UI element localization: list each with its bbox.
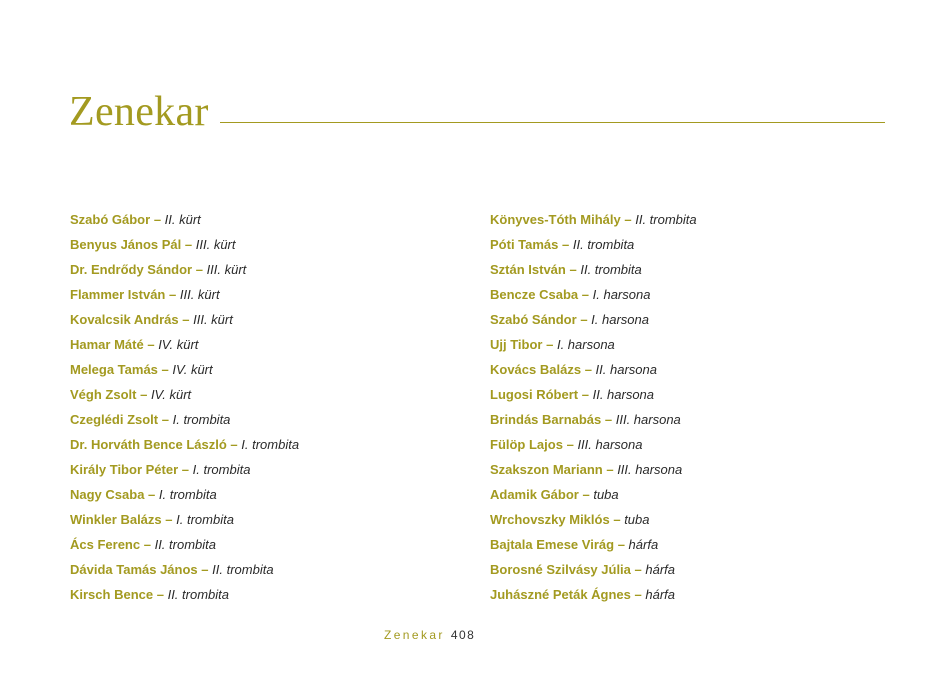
- roster-entry: [490, 557, 697, 582]
- separator-dash: –: [230, 437, 238, 452]
- musician-name: Dr. Horváth Bence László: [70, 437, 227, 452]
- musician-name: Winkler Balázs: [70, 512, 162, 527]
- roster-entry: [490, 257, 697, 282]
- musician-name: Könyves-Tóth Mihály: [490, 212, 621, 227]
- separator-dash: –: [566, 437, 574, 452]
- roster-entry: [70, 482, 299, 507]
- musician-name: Szabó Gábor: [70, 212, 151, 227]
- musician-name: Végh Zsolt: [70, 387, 137, 402]
- page-number: 408: [450, 628, 476, 642]
- separator-dash: –: [546, 337, 554, 352]
- title-rule: [220, 122, 885, 123]
- separator-dash: –: [613, 512, 621, 527]
- musician-name: Wrchovszky Miklós: [490, 512, 610, 527]
- separator-dash: –: [156, 587, 164, 602]
- musician-name: Juhászné Peták Ágnes: [490, 587, 631, 602]
- separator-dash: –: [582, 487, 590, 502]
- musician-name: Póti Tamás: [490, 237, 559, 252]
- musician-name: Lugosi Róbert: [490, 387, 579, 402]
- page-footer: [384, 626, 475, 644]
- musician-name: Kirsch Bence: [70, 587, 154, 602]
- instrument-role: I. trombita: [158, 487, 217, 502]
- separator-dash: –: [140, 387, 148, 402]
- separator-dash: –: [184, 237, 193, 252]
- instrument-role: I. harsona: [592, 287, 651, 302]
- instrument-role: I. trombita: [172, 412, 231, 427]
- roster-entry: [490, 382, 697, 407]
- left-roster-column: [70, 207, 299, 607]
- instrument-role: II. trombita: [572, 237, 635, 252]
- instrument-role: IV. kürt: [150, 387, 192, 402]
- roster-entry: [490, 232, 697, 257]
- separator-dash: –: [153, 212, 162, 227]
- musician-name: Melega Tamás: [70, 362, 158, 377]
- roster-entry: [490, 332, 697, 357]
- musician-name: Dávida Tamás János: [70, 562, 198, 577]
- separator-dash: –: [581, 287, 590, 302]
- roster-entry: [70, 507, 299, 532]
- instrument-role: II. trombita: [580, 262, 642, 277]
- musician-name: Fülöp Lajos: [490, 437, 563, 452]
- musician-name: Király Tibor Péter: [70, 462, 179, 477]
- separator-dash: –: [606, 462, 614, 477]
- roster-entry: [490, 357, 697, 382]
- separator-dash: –: [201, 562, 209, 577]
- instrument-role: I. trombita: [176, 512, 234, 527]
- instrument-role: I. harsona: [591, 312, 649, 327]
- separator-dash: –: [147, 337, 155, 352]
- musician-name: Szakszon Mariann: [490, 462, 603, 477]
- musician-name: Adamik Gábor: [490, 487, 579, 502]
- instrument-role: I. trombita: [192, 462, 251, 477]
- footer-section-label: Zenekar: [384, 628, 445, 642]
- instrument-role: hárfa: [645, 587, 676, 602]
- roster-entry: [70, 282, 299, 307]
- roster-entry: [70, 457, 299, 482]
- instrument-role: II. trombita: [212, 562, 274, 577]
- musician-name: Kovács Balázs: [490, 362, 582, 377]
- instrument-role: II. trombita: [154, 537, 216, 552]
- separator-dash: –: [181, 462, 189, 477]
- instrument-role: tuba: [593, 487, 619, 502]
- musician-name: Nagy Csaba: [70, 487, 145, 502]
- separator-dash: –: [581, 387, 589, 402]
- roster-entry: [490, 307, 697, 332]
- roster-entry: [70, 207, 299, 232]
- instrument-role: III. harsona: [577, 437, 643, 452]
- instrument-role: IV. kürt: [172, 362, 213, 377]
- roster-entry: [70, 232, 299, 257]
- musician-name: Sztán István: [490, 262, 566, 277]
- instrument-role: II. harsona: [595, 362, 657, 377]
- instrument-role: I. trombita: [241, 437, 300, 452]
- instrument-role: II. trombita: [167, 587, 229, 602]
- instrument-role: III. harsona: [615, 412, 681, 427]
- roster-entry: [70, 582, 299, 607]
- separator-dash: –: [580, 312, 588, 327]
- musician-name: Kovalcsik András: [70, 312, 179, 327]
- musician-name: Ujj Tibor: [490, 337, 543, 352]
- page-title: Zenekar: [69, 89, 209, 135]
- musician-name: Brindás Barnabás: [490, 412, 602, 427]
- musician-name: Bencze Csaba: [490, 287, 579, 302]
- musician-name: Borosné Szilvásy Júlia: [490, 562, 631, 577]
- roster-entry: [70, 357, 299, 382]
- roster-entry: [70, 307, 299, 332]
- separator-dash: –: [169, 287, 177, 302]
- roster-entry: [70, 407, 299, 432]
- instrument-role: III. kürt: [179, 287, 220, 302]
- musician-name: Dr. Endrődy Sándor: [70, 262, 193, 277]
- right-roster-column: [490, 207, 697, 607]
- roster-entry: [490, 582, 697, 607]
- separator-dash: –: [634, 587, 642, 602]
- separator-dash: –: [584, 362, 592, 377]
- roster-entry: [490, 532, 697, 557]
- roster-entry: [490, 207, 697, 232]
- separator-dash: –: [148, 487, 156, 502]
- roster-entry: [70, 257, 299, 282]
- separator-dash: –: [182, 312, 190, 327]
- instrument-role: II. kürt: [164, 212, 201, 227]
- separator-dash: –: [562, 237, 570, 252]
- musician-name: Flammer István: [70, 287, 166, 302]
- roster-entry: [70, 532, 299, 557]
- instrument-role: II. trombita: [635, 212, 697, 227]
- roster-entry: [490, 432, 697, 457]
- roster-entry: [70, 432, 299, 457]
- roster-entry: [490, 457, 697, 482]
- separator-dash: –: [604, 412, 613, 427]
- musician-name: Bajtala Emese Virág: [490, 537, 615, 552]
- instrument-role: III. kürt: [206, 262, 247, 277]
- instrument-role: IV. kürt: [158, 337, 199, 352]
- instrument-role: II. harsona: [592, 387, 655, 402]
- roster-entry: [70, 382, 299, 407]
- roster-entry: [490, 282, 697, 307]
- musician-name: Szabó Sándor: [490, 312, 577, 327]
- musician-name: Czeglédi Zsolt: [70, 412, 159, 427]
- musician-name: Benyus János Pál: [70, 237, 182, 252]
- separator-dash: –: [624, 212, 632, 227]
- instrument-role: hárfa: [628, 537, 659, 552]
- roster-entry: [490, 507, 697, 532]
- instrument-role: III. harsona: [617, 462, 683, 477]
- instrument-role: tuba: [624, 512, 650, 527]
- musician-name: Hamar Máté: [70, 337, 144, 352]
- roster-entry: [490, 407, 697, 432]
- separator-dash: –: [634, 562, 642, 577]
- separator-dash: –: [195, 262, 203, 277]
- musician-name: Ács Ferenc: [70, 537, 141, 552]
- roster-entry: [70, 557, 299, 582]
- instrument-role: III. kürt: [193, 312, 233, 327]
- separator-dash: –: [617, 537, 625, 552]
- separator-dash: –: [165, 512, 173, 527]
- instrument-role: I. harsona: [556, 337, 615, 352]
- instrument-role: III. kürt: [195, 237, 236, 252]
- instrument-role: hárfa: [645, 562, 676, 577]
- separator-dash: –: [569, 262, 577, 277]
- roster-entry: [490, 482, 697, 507]
- separator-dash: –: [161, 362, 169, 377]
- roster-entry: [70, 332, 299, 357]
- separator-dash: –: [161, 412, 169, 427]
- separator-dash: –: [143, 537, 151, 552]
